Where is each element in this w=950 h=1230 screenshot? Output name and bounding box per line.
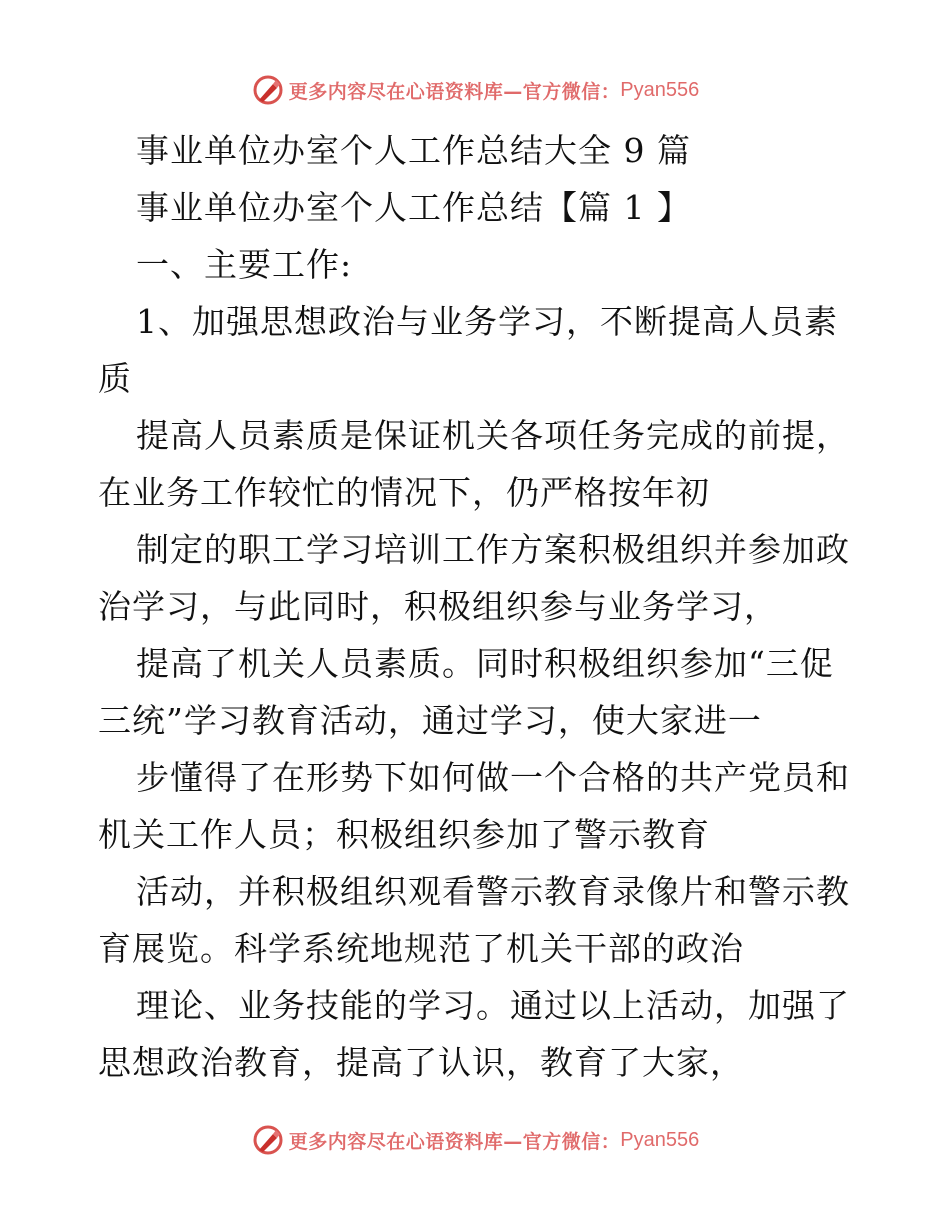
paragraph-line: 质: [98, 359, 132, 398]
header-watermark: [0, 70, 950, 110]
watermark-text: 更多内容尽在心语资料库—官方微信：: [288, 1130, 621, 1153]
watermark-wechat-id: Pyan556: [620, 1128, 700, 1151]
paragraph-line: 1、加强思想政治与业务学习，不断提高人员素: [136, 302, 838, 341]
paragraph-line: 机关工作人员；积极组织参加了警示教育: [98, 815, 710, 854]
paragraph-line: 活动，并积极组织观看警示教育录像片和警示教: [136, 872, 850, 911]
pen-logo-icon: [251, 73, 285, 107]
footer-watermark: [0, 1120, 950, 1160]
paragraph-line: 步懂得了在形势下如何做一个合格的共产党员和: [136, 758, 850, 797]
heading-main-work: 一、主要工作:: [136, 245, 353, 284]
paragraph-line: 提高了机关人员素质。同时积极组织参加“三促: [136, 644, 834, 683]
paragraph-line: 在业务工作较忙的情况下，仍严格按年初: [98, 473, 710, 512]
paragraph-line: 制定的职工学习培训工作方案积极组织并参加政: [136, 530, 850, 569]
pen-logo-icon: [251, 1123, 285, 1157]
document-body: [98, 122, 858, 1091]
paragraph-line: 思想政治教育，提高了认识，教育了大家，: [98, 1043, 744, 1082]
document-title: 事业单位办室个人工作总结大全 9 篇: [136, 131, 691, 170]
paragraph-line: 育展览。科学系统地规范了机关干部的政治: [98, 929, 744, 968]
watermark-text: 更多内容尽在心语资料库—官方微信：: [288, 80, 621, 103]
section-title: 事业单位办室个人工作总结【篇 1 】: [136, 188, 691, 227]
paragraph-line: 提高人员素质是保证机关各项任务完成的前提，: [136, 416, 850, 455]
paragraph-line: 三统”学习教育活动，通过学习，使大家进一: [98, 701, 762, 740]
paragraph-line: 治学习，与此同时，积极组织参与业务学习，: [98, 587, 778, 626]
paragraph-line: 理论、业务技能的学习。通过以上活动，加强了: [136, 986, 850, 1025]
watermark-wechat-id: Pyan556: [620, 78, 700, 101]
